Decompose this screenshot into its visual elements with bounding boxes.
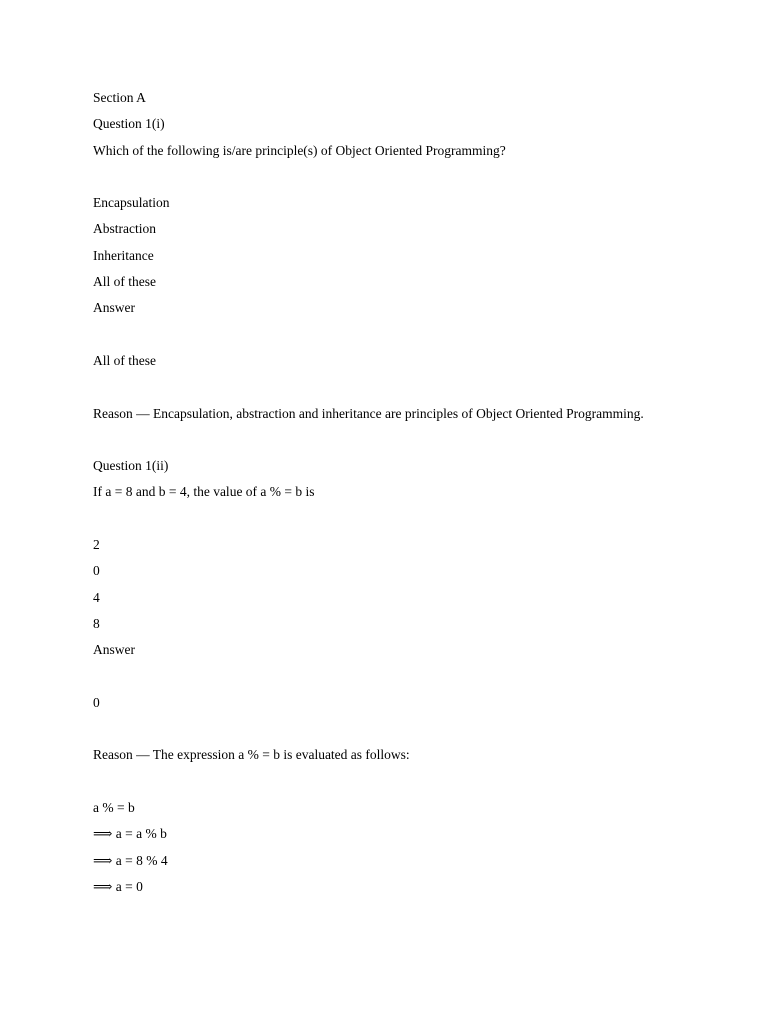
question-prompt: Which of the following is/are principle(s) of Object Oriented Programming? — [93, 142, 506, 158]
evaluation-step: a % = b — [93, 800, 135, 816]
answer-value: 0 — [93, 694, 100, 710]
question-label: Question 1(ii) — [93, 458, 169, 474]
blank-line — [93, 164, 733, 190]
answer-value: All of these — [93, 352, 156, 368]
option-item: Abstraction — [93, 221, 156, 237]
answer-label: Answer — [93, 300, 135, 316]
evaluation-step: ⟹ a = 8 % 4 — [93, 852, 168, 868]
option-item: 4 — [93, 589, 100, 605]
reason-text: Reason — The expression a % = b is evaluated as follows: — [93, 747, 410, 763]
answer-label: Answer — [93, 642, 135, 658]
evaluation-step: ⟹ a = a % b — [93, 826, 167, 842]
question-label: Question 1(i) — [93, 116, 165, 132]
option-item: Inheritance — [93, 247, 154, 263]
option-item: 0 — [93, 563, 100, 579]
blank-line — [93, 664, 733, 690]
blank-line — [93, 374, 733, 400]
section-heading: Section A — [93, 90, 146, 105]
option-item: Encapsulation — [93, 195, 170, 211]
option-item: All of these — [93, 274, 156, 290]
blank-line — [93, 322, 733, 348]
option-item: 8 — [93, 615, 100, 631]
document-page — [93, 85, 733, 900]
blank-line — [93, 716, 733, 742]
evaluation-step: ⟹ a = 0 — [93, 878, 143, 894]
blank-line — [93, 506, 733, 532]
option-item: 2 — [93, 537, 100, 553]
blank-line — [93, 427, 733, 453]
blank-line — [93, 769, 733, 795]
question-prompt: If a = 8 and b = 4, the value of a % = b is — [93, 484, 315, 500]
reason-text: Reason — Encapsulation, abstraction and inheritance are principles of Object Oriented Programming. — [93, 405, 644, 421]
